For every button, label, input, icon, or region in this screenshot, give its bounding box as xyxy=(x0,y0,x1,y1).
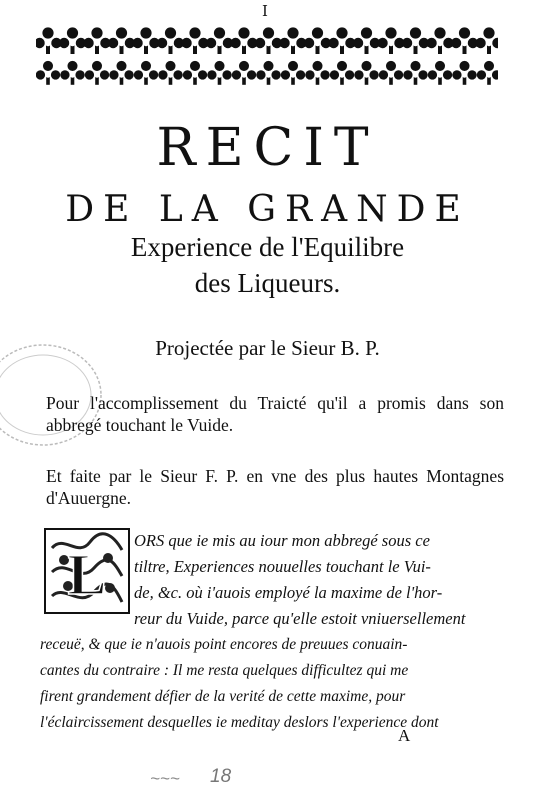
ornament-fleuron xyxy=(134,61,158,85)
ornament-fleuron xyxy=(132,27,159,54)
ornament-fleuron xyxy=(477,61,498,85)
ornament-fleuron xyxy=(256,61,280,85)
purpose-paragraph: Pour l'accomplissement du Traicté qu'il a promis dans son abbregé touchant le Vuide. xyxy=(46,393,504,435)
ornament-fleuron xyxy=(452,61,476,85)
pencil-note: 18 xyxy=(210,766,232,787)
ornament-fleuron xyxy=(255,27,282,54)
ornament-fleuron xyxy=(36,61,60,85)
body-line-4: reur du Vuide, parce qu'elle estoit vniuersellement xyxy=(134,609,466,628)
ornament-fleuron xyxy=(109,61,133,85)
ornament-fleuron xyxy=(60,61,84,85)
body-line-5: receuë, & que ie n'auois point encores de preuues conuain- xyxy=(40,636,408,653)
ornament-fleuron xyxy=(402,27,429,54)
title-de-la-grande: DE LA GRANDE xyxy=(65,189,470,230)
ornament-fleuron xyxy=(158,61,182,85)
body-line-8: l'éclaircissement desquelles ie meditay deslors l'experience dont xyxy=(40,714,439,731)
ornament-fleuron xyxy=(379,61,403,85)
projected-by: Projectée par le Sieur B. P. xyxy=(155,336,380,360)
body-line-1: ORS que ie mis au iour mon abbregé sous ce xyxy=(134,531,430,550)
ornament-fleuron xyxy=(328,27,355,54)
body-line-3: de, &c. où i'auois employé la maxime de l'hor- xyxy=(134,583,443,602)
ornament-fleuron xyxy=(36,27,62,54)
body-line-6: cantes du contraire : Il me resta quelques difficultez qui me xyxy=(40,662,409,679)
ornament-fleuron xyxy=(426,27,453,54)
ornament-fleuron xyxy=(353,27,380,54)
ornament-fleuron xyxy=(230,27,257,54)
ornament-fleuron xyxy=(330,61,354,85)
ornament-fleuron xyxy=(304,27,331,54)
ornament-fleuron xyxy=(206,27,233,54)
ornament-fleuron xyxy=(279,27,306,54)
ornament-fleuron xyxy=(428,61,452,85)
ornament-fleuron xyxy=(232,61,256,85)
folio-number: I xyxy=(262,2,268,20)
ornament-fleuron xyxy=(85,61,109,85)
ornament-fleuron xyxy=(157,27,184,54)
ornament-fleuron xyxy=(377,27,404,54)
ornament-fleuron xyxy=(183,61,207,85)
ornament-band xyxy=(36,24,498,92)
ornament-fleuron xyxy=(281,61,305,85)
signature-mark: A xyxy=(398,726,411,745)
ornament-fleuron xyxy=(59,27,86,54)
body-line-7: firent grandement défier de la verité de cette maxime, pour xyxy=(40,688,406,705)
ornament-fleuron xyxy=(403,61,427,85)
ornament-fleuron xyxy=(207,61,231,85)
title-liqueurs: des Liqueurs. xyxy=(194,268,341,298)
made-by-paragraph: Et faite par le Sieur F. P. en vne des plus hautes Montagnes d'Auuergne. xyxy=(46,466,504,508)
drop-cap-ornament xyxy=(44,528,130,614)
ornament-fleuron xyxy=(354,61,378,85)
ornament-fleuron xyxy=(108,27,135,54)
ornament-fleuron xyxy=(451,27,478,54)
title-experience: Experience de l'Equilibre xyxy=(130,232,405,262)
title-recit: RECIT xyxy=(156,118,379,178)
pencil-scribble: ~~~ xyxy=(150,769,180,788)
ornament-fleuron xyxy=(83,27,110,54)
ornament-fleuron xyxy=(475,27,498,54)
ornament-fleuron xyxy=(305,61,329,85)
drop-cap-letter: L xyxy=(67,542,107,607)
body-line-2: tiltre, Experiences nouuelles touchant le Vui- xyxy=(134,557,431,576)
ornament-fleuron xyxy=(181,27,208,54)
